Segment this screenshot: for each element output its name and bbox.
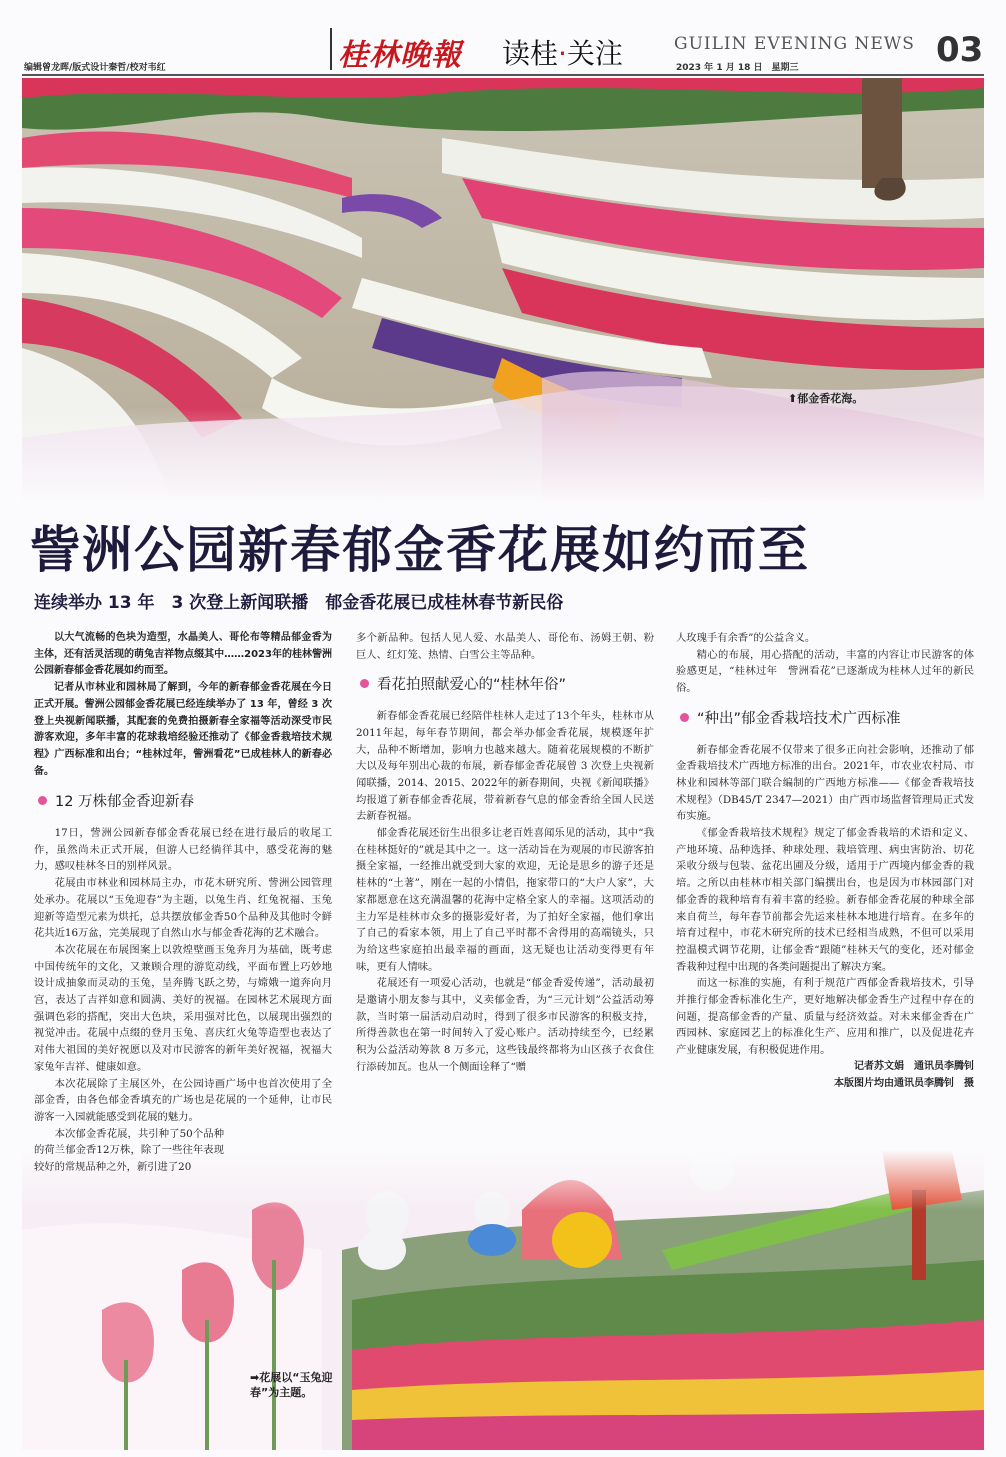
article-column-2: [356, 630, 654, 1076]
article-column-1: [34, 630, 332, 1176]
headline: 訾洲公园新春郁金香花展如约而至: [30, 521, 810, 579]
body-paragraph: 花展还有一项爱心活动，也就是“郁金香爱传递”，活动最初是邀请小朋友参与其中，义卖郁金香，为“三元计划”公益活动筹款，当时第一届活动启动时，得到了很多市民游客的积极支持，所得善款也在第一时间转入了爱心账户。活动持续至今，已经累积为公益活动筹款 8 万多元，这些钱最终都将为山区孩子衣食住行添砖加瓦。也从一个侧面诠释了“赠: [356, 977, 654, 1073]
body-paragraph: 人玫瑰手有余香”的公益含义。: [676, 632, 816, 644]
section-name-a: 读桂: [502, 37, 559, 70]
section-heading-1-text: 12 万株郁金香迎新春: [55, 794, 195, 811]
masthead-divider: [330, 28, 332, 70]
section-dot: ·: [558, 37, 567, 70]
pink-bullet-icon: [680, 713, 689, 722]
masthead: [0, 0, 1006, 78]
section-heading-3-text: “种出”郁金香栽培技术广西标准: [697, 710, 901, 727]
lead-paragraph-2: 记者从市林业和园林局了解到，今年的新春郁金香花展在今日正式开展。訾洲公园郁金香花展已经连续举办了 13 年，曾经 3 次登上央视新闻联播，其配套的免费拍摄新春全家福等活动深受市民游客欢迎，多年丰富的花球栽培经验还推动了《郁金香栽培技术规程》广西标准和出台；“桂林过年，訾洲看花”已成桂林人的新春必备。: [34, 682, 332, 777]
rabbit-display-illustration: [22, 1150, 984, 1450]
body-paragraph: 本次郁金香花展，共引种了50个品种的荷兰郁金香12万株，除了一些往年表现较好的常规品种之外，新引进了20: [34, 1127, 224, 1174]
english-paper-name: GUILIN EVENING NEWS: [674, 34, 915, 54]
section-heading-3: [676, 711, 974, 728]
body-paragraph: 花展由市林业和园林局主办，市花木研究所、訾洲公园管理处承办。花展以“玉兔迎春”为主题，以兔生肖、红兔祝福、玉兔迎新等造型元素为烘托，总共摆放郁金香50个品种及其他时令鲜花共近16万盆，完美展现了自然山水与郁金香花海的艺术融合。: [34, 877, 332, 940]
section-heading-2-text: 看花拍照献爱心的“桂林年俗”: [377, 677, 567, 694]
tulip-field-photo: [22, 78, 984, 504]
body-paragraph: 郁金香花展还衍生出很多让老百姓喜闻乐见的活动，其中“我在桂林挺好的”就是其中之一。这一活动旨在为观展的市民游客拍摄全家福，一经推出就受到大家的欢迎，无论是思乡的游子还是桂林的“土著”，刚在一起的小情侣，拖家带口的“大户人家”，大家都愿意在这充满温馨的花海中定格全家人的幸福。这项活动的主力军是桂林市众多的摄影爱好者，为了拍好全家福，他们拿出了自己的看家本领，用上了自己平时都不舍得用的高端镜头，只为给这些家庭拍出最幸福的画面，这无疑也让活动变得更有年味，更有人情味。: [356, 827, 654, 973]
photo-credit: 本版图片均由通讯员李腾钊 摄: [834, 1077, 974, 1089]
body-paragraph: 《郁金香栽培技术规程》规定了郁金香栽培的术语和定义、产地环境、品种选择、种球处理、栽培管理、病虫害防治、切花采收分级与包装、盆花出圃及分级，适用于广西境内郁金香的栽培。之所以由桂林市相关部门编撰出台，也是因为市林园部门对郁金香的栽种培育有着丰富的经验。新春郁金香花展的种球全部来自荷兰，每年春节前都会先运来桂林本地进行培育。在多年的培育过程中，市花木研究所的技术已经相当成熟，不但可以采用控温模式调节花期，让郁金香“跟随”桂林天气的变化，还对郁金香栽种过程中出现的各类问题提出了解决方案。: [676, 827, 974, 973]
section-heading-2: [356, 677, 654, 694]
body-paragraph: 精心的布展，用心搭配的活动，丰富的内容让市民游客的体验感更足，“桂林过年 訾洲看花”已逐渐成为桂林人过年的新民俗。: [676, 648, 974, 695]
page-number: 03: [936, 30, 984, 70]
section-name: [502, 32, 623, 72]
body-paragraph: 17日，訾洲公园新春郁金香花展已经在进行最后的收尾工作，虽然尚未正式开展，但游人已经徜徉其中，感受花海的魅力，感叹桂林冬日的别样风景。: [34, 827, 332, 873]
body-paragraph: 新春郁金香花展不仅带来了很多正向社会影响，还推动了郁金香栽培技术广西地方标准的出台。2021年，市农业农村局、市林业和园林等部门联合编制的广西地方标准——《郁金香栽培技术规程》（DB45/T 2347—2021）由广西市场监督管理局正式发布实施。: [676, 743, 974, 823]
subheadline: 连续举办 13 年 3 次登上新闻联播 郁金香花展已成桂林春节新民俗: [34, 593, 564, 613]
pink-bullet-icon: [360, 679, 369, 688]
issue-date: 2023 年 1 月 18 日 星期三: [676, 63, 799, 73]
body-paragraph: 而这一标准的实施，有利于规范广西郁金香栽培技术，引导并推行郁金香标准化生产，更好地解决郁金香生产过程中存在的问题，提高郁金香的产量、质量与经济效益。对未来郁金香在广西园林、家庭园艺上的标准化生产、应用和推广，以及促进花卉产业健康发展，有积极促进作用。: [676, 977, 974, 1057]
body-paragraph: 本次花展除了主展区外，在公园诗画广场中也首次使用了全部金香，由各色郁金香填充的广场也是花展的一个延伸，让市民游客一入园就能感受到花展的魅力。: [34, 1077, 332, 1123]
reporter-credit: 记者苏文娟 通讯员李腾钊: [854, 1060, 974, 1072]
section-name-b: 关注: [566, 37, 623, 70]
body-paragraph: 新春郁金香花展已经陪伴桂林人走过了13个年头，桂林市从2011年起，每年春节期间，都会举办郁金香花展，规模逐年扩大，品种不断增加，影响力也越来越大。随着花展规模的不断扩大以及每年别出心裁的布展，新春郁金香花展曾 3 次登上央视新闻联播，2014、2015、2022年的新春期间，央视《新闻联播》均报道了新春郁金香花展，带着新春气息的郁金香给全国人民送去新春祝福。: [356, 710, 654, 823]
pink-bullet-icon: [38, 796, 47, 805]
editor-credits: 编辑曾龙晖/版式设计秦哲/校对韦红: [24, 63, 166, 73]
section-heading-1: [34, 794, 332, 811]
body-paragraph: 本次花展在布展图案上以敦煌壁画玉兔奔月为基础，既考虑中国传统年的文化，又兼顾合理的游览动线，平面布置上巧妙地设计成抽象而灵动的玉兔，呈奔腾飞跃之势，与嫦娥一道奔向月宫，表达了吉祥如意和圆满、美好的祝福。在园林艺术展现方面强调色彩的搭配，突出大色块，采用强对比色，以展现出强烈的视觉冲击。花展中点缀的登月玉兔、喜庆红火兔等造型也表达了对伟大祖国的美好祝愿以及对市民游客的新年美好祝福，祝福大家兔年吉祥、健康如意。: [34, 943, 332, 1073]
body-paragraph: 多个新品种。包括人见人爱、水晶美人、哥伦布、汤姆王朝、粉巨人、红灯笼、热情、白雪公主等品种。: [356, 632, 654, 661]
top-photo-caption: ⬆郁金香花海。: [788, 392, 864, 405]
tulip-field-illustration: [22, 78, 984, 504]
masthead-rule: [22, 74, 984, 76]
article-column-3: [676, 630, 974, 1092]
rabbit-display-photo: [22, 1150, 984, 1450]
bottom-photo-caption: ➡花展以“玉兔迎春”为主题。: [250, 1371, 333, 1399]
lead-paragraph-1: 以大气流畅的色块为造型，水晶美人、哥伦布等精品郁金香为主体，还有活灵活现的萌兔吉祥物点缀其中……2023年的桂林訾洲公园新春郁金香花展如约而至。: [34, 632, 332, 677]
paper-name: 桂林晚報: [338, 38, 462, 73]
